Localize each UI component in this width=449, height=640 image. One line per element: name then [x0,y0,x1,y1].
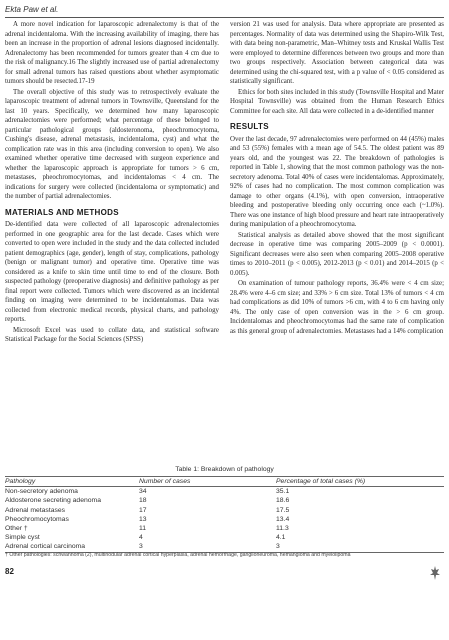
table-cell: 34 [139,488,147,496]
table-cell: 3 [139,543,143,551]
table-cell: Adrenal cortical carcinoma [5,543,86,551]
methods-paragraph: De-identified data were collected of all laparoscopic adrenalectomies performed in one geographic area for the last decade. Cases which were converted to open were included in the study and the data collected included patient demographics (age, gender), length of stay, complications, pathology (benign or malignant tumor) and operative time. Operative time was considered as a knife to skin time until time to end of the closure. Both suspected pathology (preoperative diagnosis) and definitive pathology as per final report were collected. Tumors which were discovered as an incidental finding on imaging were determined to be incidentalomas. Data was collected from electronic medical records, physical charts, and pathology reports. [5,221,219,323]
page-number: 82 [5,567,14,576]
table-cell: 4 [139,534,143,542]
table-cell: 11 [139,524,147,532]
table-cell: 13.4 [276,515,290,523]
results-paragraph: Statistical analysis as detailed above showed that the most significant decrease in operative time was comparing 2005–2009 (p < 0.0001). Significant decreases were also seen when comparing 2005–2008 operative times to 2010–2011 (p < 0.005), 2012-2013 (p < 0.01) and 2014–2015 (p < 0.005). [230,231,444,277]
results-paragraph: Over the last decade, 97 adrenalectomies were performed on 44 (45%) males and 53 (55%) females with a mean age of 54.5. The oldest patient was 89 years old, and the youngest was 22. The breakdown of pathologies is reported in Table 1, showing that the most common pathology was the non-secretory adenoma. Total 40% of cases were incidentalomas. Approximately, 92% of cases had no complication. The most common complication was damage to other organs (4.1%), with open conversion, intraoperative bleeding and postoperative bleeding only occurring once each (~1.0%). There was one instance of high blood pressure and heart rate intraoperatively during manipulation of a pheochromocytoma. [230,135,444,228]
table-row [5,515,444,524]
table-cell: 17 [139,506,147,514]
table-header-row [5,477,444,486]
column-header: Percentage of total cases (%) [276,478,366,485]
table-cell: Other † [5,524,28,532]
methods-heading: MATERIALS AND METHODS [5,207,119,217]
results-paragraph: On examination of tumour pathology reports, 36.4% were < 4 cm size; 28.4% were 4–6 cm size; and 33% > 6 cm size. Total 13% of tumors < 4 cm had complications as did 10% of tumors >6 cm, with 4 to 6 cm having only 4%. The only case of open conversion was in the > 6 cm group. Incidentalomas and pheochromocytomas had the same rate of complication as this general group of adrenalectomies. Metastases had a 14% complication [230,280,444,335]
intro-paragraph: A more novel indication for laparoscopic adrenalectomy is that of the adrenal incidentaloma. With the increasing availability of imaging, there has been an increase in the proportion of adrenal lesions diagnosed incidentally. Adrenalectomy has been recommended for tumors greater than 4 cm due to the risk of malignancy.16 The slightly increased use of partial adrenalectomy for small adrenal tumors has raised questions about whether asymptomatic tumors should be resected.17-19 [5,21,219,85]
table-footnote: † Other pathologies: schwannoma (2), multinodular adrenal cortical hyperplasia, adrenal hemorrhage, ganglioneuroma, hemangioma and myelolipoma [5,552,351,558]
table-row [5,542,444,551]
table-row [5,496,444,505]
table-cell: 18.6 [276,497,290,505]
table-row [5,533,444,542]
stats-paragraph: version 21 was used for analysis. Data where appropriate are presented as percentages. Normality of data was determined using the Shapiro-Wilk Test, with data being non-parametric, Man–Whitney tests and Kruskal Wallis Test were employed to determine differences between two groups and more than two groups respectively. Association between categorical data was determined using the chi-squared test, with a p value of < 0.05 considered as statistically significant. [230,21,444,85]
table-row [5,524,444,533]
left-column [5,20,219,346]
table-cell: Aldosterone secreting adenoma [5,497,101,505]
table-body [5,487,444,551]
ethics-paragraph: Ethics for both sites included in this study (Townsville Hospital and Mater Hospital Townsville) was obtained from the Human Research Ethics Committee for each site. All data were collected in a de-identified manner [230,88,444,115]
table-cell: 3 [276,543,280,551]
running-header-author: Ekta Paw et al. [5,5,59,14]
table-cell: 17.5 [276,506,290,514]
table-cell: Adrenal metastases [5,506,66,514]
table-title: Table 1: Breakdown of pathology [175,466,274,473]
table-cell: 4.1 [276,534,286,542]
header-rule [5,17,444,18]
column-header: Pathology [5,478,36,485]
table-row [5,487,444,496]
table-cell: Simple cyst [5,534,40,542]
table-row [5,506,444,515]
table-cell: 11.3 [276,524,289,532]
objective-paragraph: The overall objective of this study was to retrospectively evaluate the laparoscopic treatment of adrenal tumors in Townsville, Queensland for the last 10 years. Specifically, we determined how many laparoscopic adrenalectomies were performed; what percentage of these belonged to particular pathological groups (aldosteronoma, pheochromocytoma, Cushing's disease, adrenal metastasis, incidentaloma, cyst) and what the complication rate was in this area (including conversion to open). We also examined whether operative time decreased with surgeon experience and whether the laparoscopic approach is appropriate for tumors > 6 cm, metastases, pheochromocytomas, and incidentalomas < 4 cm. The indications for surgery were collected (incidentaloma or symptomatic) and the number of partial adrenalectomies. [5,88,219,200]
publisher-logo-icon [429,565,441,581]
table-cell: 13 [139,515,147,523]
pathology-table [5,476,444,553]
table-cell: Pheochromocytomas [5,515,69,523]
table-cell: 35.1 [276,488,290,496]
column-header: Number of cases [139,478,191,485]
table-cell: 18 [139,497,147,505]
table-cell: Non-secretory adenoma [5,488,78,496]
methods-paragraph: Microsoft Excel was used to collate data, and statistical software Statistical Package for the Social Sciences (SPSS) [5,326,219,343]
right-column [230,20,444,337]
results-heading: RESULTS [230,122,269,131]
